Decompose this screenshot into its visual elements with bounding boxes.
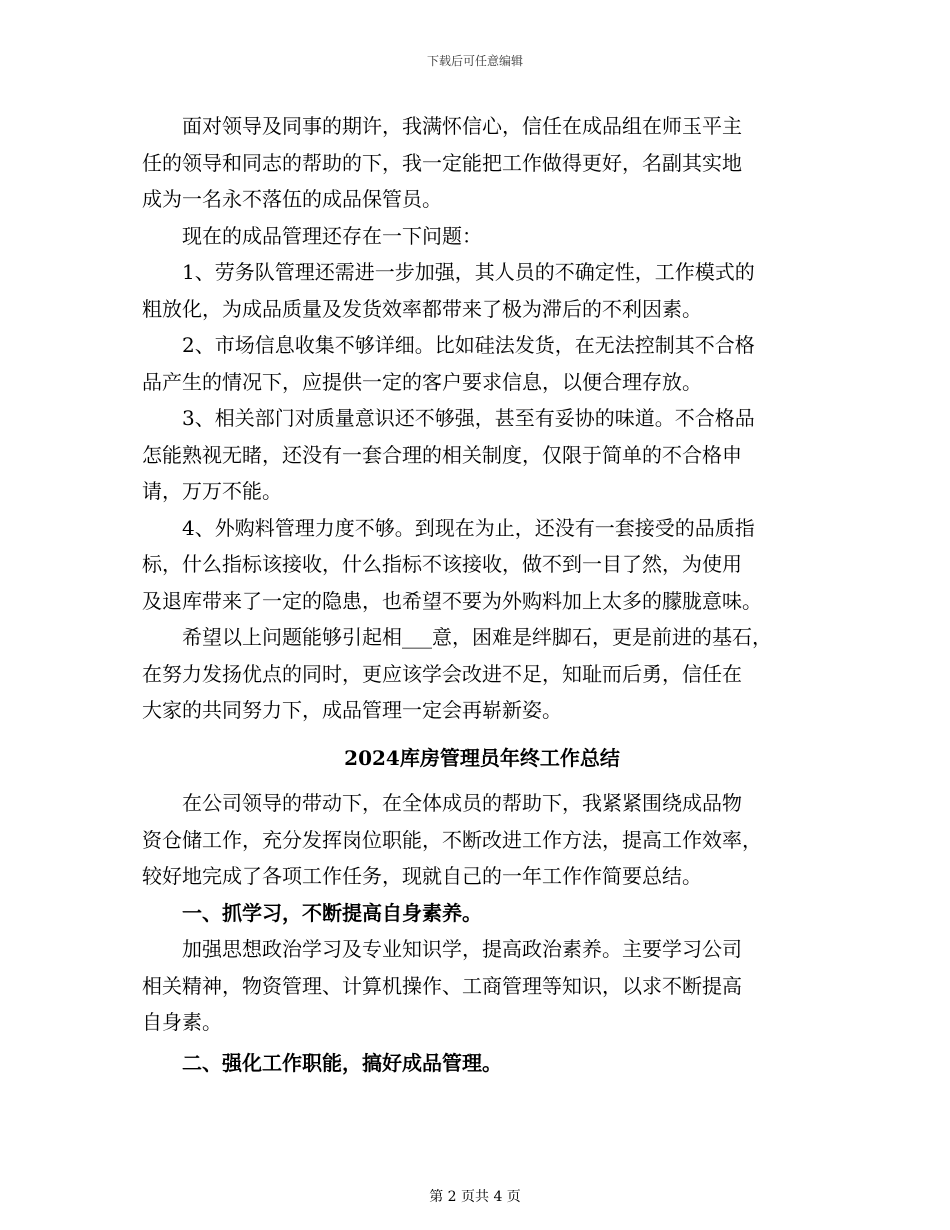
document-title: 2024库房管理员年终工作总结: [344, 745, 620, 770]
text-line: 现在的成品管理还存在一下问题：: [182, 223, 482, 248]
text-line: 在公司领导的带动下，在全体成员的帮助下，我紧紧围绕成品物: [182, 791, 742, 815]
text-line: 任的领导和同志的帮助的下，我一定能把工作做得更好，名副其实地: [142, 150, 742, 175]
text-line: 粗放化，为成品质量及发货效率都带来了极为滞后的不利因素。: [142, 296, 702, 321]
text-line: 2、市场信息收集不够详细。比如硅法发货，在无法控制其不合格: [182, 333, 755, 357]
paragraph-intro: [142, 785, 822, 895]
text-line: 品产生的情况下，应提供一定的客户要求信息，以便合理存放。: [142, 369, 702, 394]
section-heading-2: [142, 1045, 822, 1082]
text-line: 成为一名永不落伍的成品保管员。: [142, 187, 442, 211]
text-line: 加强思想政治学习及专业知识学，提高政治素养。主要学习公司: [182, 937, 742, 961]
paragraph-section-1: [142, 931, 822, 1041]
text-line: 1、劳务队管理还需进一步加强，其人员的不确定性，工作模式的: [182, 260, 755, 284]
paragraph-problem-2: [142, 327, 822, 400]
document-body: [142, 108, 822, 1081]
text-line: 自身素。: [142, 1010, 222, 1034]
paragraph-hope: [142, 619, 822, 729]
text-line: 面对领导及同事的期许，我满怀信心，信任在成品组在师玉平主: [182, 114, 742, 138]
text-line: 4、外购料管理力度不够。到现在为止，还没有一套接受的品质指: [182, 515, 755, 540]
text-line: 较好地完成了各项工作任务，现就自己的一年工作作简要总结。: [142, 864, 702, 888]
text-line: 请，万万不能。: [142, 479, 282, 503]
paragraph-problem-4: [142, 510, 822, 620]
paragraph-expectations: [142, 108, 822, 218]
paragraph-problem-3: [142, 400, 822, 510]
text-line: 资仓储工作，充分发挥岗位职能，不断改进工作方法，提高工作效率，: [142, 827, 762, 852]
text-line: 及退库带来了一定的隐患，也希望不要为外购料加上太多的朦胧意味。: [142, 588, 762, 613]
paragraph-problem-1: [142, 254, 822, 327]
page-header: 下载后可任意编辑: [426, 54, 523, 68]
paragraph-problems-intro: [142, 218, 822, 255]
text-line: 标，什么指标该接收，什么指标不该接收，做不到一目了然，为使用: [142, 552, 742, 576]
text-line: 大家的共同努力下，成品管理一定会再崭新姿。: [142, 698, 562, 722]
text-line: 在努力发扬优点的同时，更应该学会改进不足，知耻而后勇，信任在: [142, 661, 742, 686]
section-heading-1: [142, 895, 822, 932]
text-line: 相关精神，物资管理、计算机操作、工商管理等知识，以求不断提高: [142, 973, 742, 998]
section-heading-text: 二、强化工作职能，搞好成品管理。: [182, 1050, 502, 1075]
section-heading-text: 一、抓学习，不断提高自身素养。: [182, 900, 482, 925]
text-line: 希望以上问题能够引起相___意，困难是绊脚石，更是前进的基石，: [182, 625, 772, 649]
text-line: 怎能熟视无睹，还没有一套合理的相关制度，仅限于简单的不合格申: [142, 442, 742, 467]
text-line: 3、相关部门对质量意识还不够强，甚至有妥协的味道。不合格品: [182, 406, 755, 430]
page-footer: 第 2 页共 4 页: [429, 1189, 521, 1205]
